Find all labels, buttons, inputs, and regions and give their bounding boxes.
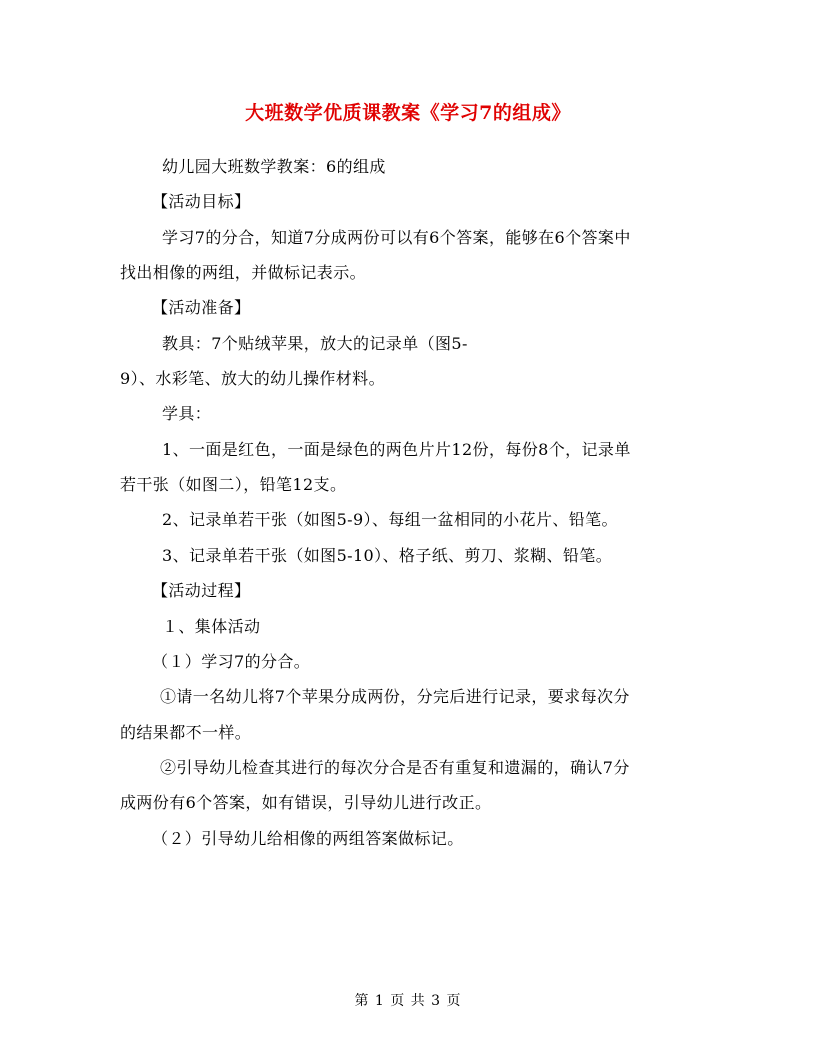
paragraph-learning-tools-heading: 学具：	[162, 404, 212, 423]
paragraph-step-b-line-2: 成两份有6个答案，如有错误，引导幼儿进行改正。	[120, 793, 492, 812]
page-footer: 第 1 页 共 3 页	[354, 993, 462, 1009]
paragraph-step-a-line-2: 的结果都不一样。	[120, 723, 252, 742]
list-item-1-line-2: 若干张（如图二），铅笔12支。	[120, 475, 347, 494]
paragraph-step-b-line-1: ②引导幼儿检查其进行的每次分合是否有重复和遗漏的，确认7分	[160, 758, 630, 777]
section-heading-preparation: 【活动准备】	[152, 298, 251, 317]
subsection-step-2: （２）引导幼儿给相像的两组答案做标记。	[152, 829, 464, 848]
paragraph-goals-line-1: 学习7的分合，知道7分成两份可以有6个答案，能够在6个答案中	[162, 228, 631, 247]
paragraph-teaching-tools-line-2: 9）、水彩笔、放大的幼儿操作材料。	[120, 369, 385, 388]
subsection-group-activity: １、集体活动	[162, 617, 261, 636]
list-item-3: 3、记录单若干张（如图5-10）、格子纸、剪刀、浆糊、铅笔。	[162, 546, 613, 565]
list-item-2: 2、记录单若干张（如图5-9）、每组一盆相同的小花片、铅笔。	[162, 510, 618, 529]
subsection-step-1: （１）学习7的分合。	[152, 652, 311, 671]
paragraph-goals-line-2: 找出相像的两组，并做标记表示。	[120, 263, 367, 282]
document-title: 大班数学优质课教案《学习7的组成》	[245, 102, 571, 124]
list-item-1-line-1: 1、一面是红色，一面是绿色的两色片片12份，每份8个，记录单	[162, 440, 631, 459]
section-heading-process: 【活动过程】	[152, 581, 251, 600]
section-heading-goals: 【活动目标】	[152, 192, 251, 211]
paragraph-subtitle: 幼儿园大班数学教案：6的组成	[162, 157, 386, 176]
paragraph-teaching-tools-line-1: 教具：7个贴绒苹果，放大的记录单（图5-	[162, 334, 468, 353]
paragraph-step-a-line-1: ①请一名幼儿将7个苹果分成两份，分完后进行记录，要求每次分	[160, 687, 630, 706]
